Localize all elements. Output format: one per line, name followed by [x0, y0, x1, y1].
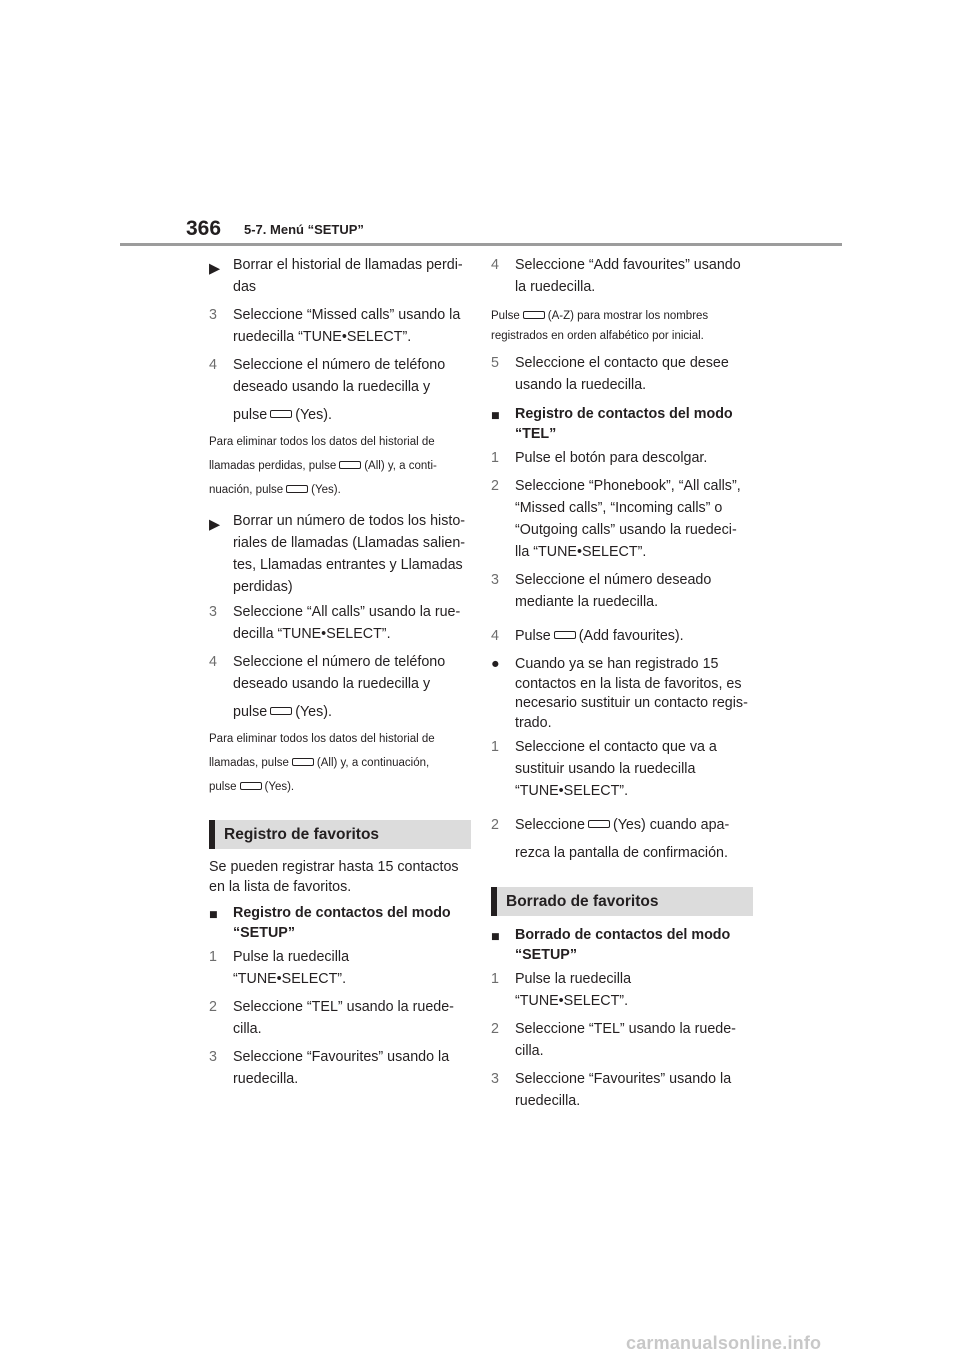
- text-line: tes, Llamadas entrantes y Llamadas: [233, 557, 463, 573]
- text-line: perdidas): [233, 579, 293, 595]
- text: (All) y, a conti-: [364, 460, 437, 472]
- step-number: 1: [209, 949, 217, 965]
- text-line: deseado usando la ruedecilla y: [233, 676, 431, 692]
- step-number: 1: [491, 971, 499, 987]
- text-line: “TUNE•SELECT”.: [233, 971, 347, 987]
- button-icon: [588, 820, 610, 828]
- button-icon: [286, 485, 308, 493]
- text: Pulse: [491, 310, 520, 322]
- note-line: registrados en orden alfabético por inicial.: [491, 330, 704, 342]
- text: Borrado de contactos del modo “SETUP”: [515, 927, 731, 963]
- text: pulse: [209, 781, 237, 793]
- text: (Yes).: [264, 781, 295, 793]
- text-line: Pulse la ruedecilla: [233, 949, 350, 965]
- intro-text: Se pueden registrar hasta 15 contactos en la lista de favoritos.: [209, 859, 459, 895]
- text-line: la ruedecilla.: [515, 279, 596, 295]
- step: [209, 996, 471, 1040]
- step-number: 1: [491, 739, 499, 755]
- triangle-bullet-icon: ▶: [209, 261, 220, 277]
- step: [491, 1018, 753, 1062]
- step-number: 2: [491, 1021, 499, 1037]
- text: (Yes).: [295, 704, 333, 720]
- page-number: 366: [186, 217, 222, 240]
- section-title: 5-7. Menú “SETUP”: [244, 222, 364, 237]
- step-number: 4: [491, 257, 499, 273]
- step: [209, 1046, 471, 1090]
- text-line: Seleccione “Phonebook”, “All calls”,: [515, 478, 741, 494]
- text-line: Seleccione el número de teléfono: [233, 357, 446, 373]
- text-line: Seleccione “TEL” usando la ruede-: [233, 999, 454, 1015]
- button-icon: [270, 707, 292, 715]
- text-line: usando la ruedecilla.: [515, 377, 647, 393]
- text-line: “Missed calls”, “Incoming calls” o: [515, 500, 723, 516]
- text: Registro de contactos del modo “TEL”: [515, 406, 733, 442]
- note-line: [491, 306, 753, 326]
- text: (A-Z) para mostrar los nombres: [547, 310, 709, 322]
- button-icon: [523, 311, 545, 319]
- text-line: cilla.: [515, 1043, 544, 1059]
- text-line: Borrar el historial de llamadas perdi-: [233, 257, 463, 273]
- step: [209, 304, 471, 348]
- step: [491, 1068, 753, 1112]
- step: [491, 736, 753, 802]
- text-line: Seleccione “Missed calls” usando la: [233, 307, 461, 323]
- text-line: das: [233, 279, 257, 295]
- note-line: [209, 454, 471, 478]
- text-line: rezca la pantalla de confirmación.: [515, 845, 728, 861]
- step: [491, 254, 753, 298]
- note: [209, 727, 471, 799]
- text-line: Seleccione “Favourites” usando la: [515, 1071, 732, 1087]
- step-number: 3: [209, 1049, 217, 1065]
- note: [209, 430, 471, 502]
- text: Pulse: [515, 628, 551, 644]
- button-icon: [292, 758, 314, 766]
- step: [491, 475, 753, 563]
- step-number: 3: [209, 604, 217, 620]
- text-line: ruedecilla.: [515, 1093, 581, 1109]
- text-line: [515, 625, 753, 647]
- text: (Add favourites).: [578, 628, 684, 644]
- topic-delete-missed: [209, 254, 471, 298]
- step: [491, 814, 753, 864]
- watermark: carmanualsonline.info: [626, 1333, 822, 1353]
- button-icon: [554, 631, 576, 639]
- note-line: [209, 751, 471, 775]
- step-number: 4: [491, 628, 499, 644]
- step-number: 3: [491, 572, 499, 588]
- text-line: lla “TUNE•SELECT”.: [515, 544, 647, 560]
- text-line: cilla.: [233, 1021, 262, 1037]
- text: Cuando ya se han registrado 15 contactos en la lista de favoritos, es necesario sustituir un contacto regis- trado.: [515, 656, 748, 731]
- left-column: [209, 254, 471, 1090]
- subheading: [209, 903, 471, 943]
- step-number: 5: [491, 355, 499, 371]
- subheading: [491, 925, 753, 965]
- step: [209, 354, 471, 426]
- button-icon: [339, 461, 361, 469]
- square-bullet-icon: ■: [491, 929, 500, 945]
- note-line: [209, 775, 471, 799]
- step-number: 4: [209, 654, 217, 670]
- text-line: Seleccione “TEL” usando la ruede-: [515, 1021, 736, 1037]
- text-line: “TUNE•SELECT”.: [515, 993, 629, 1009]
- text-line: [233, 404, 471, 426]
- text-line: [515, 814, 753, 836]
- text-line: Seleccione “Favourites” usando la: [233, 1049, 450, 1065]
- button-icon: [240, 782, 262, 790]
- text-line: decilla “TUNE•SELECT”.: [233, 626, 391, 642]
- step: [209, 651, 471, 723]
- step: [209, 601, 471, 645]
- topic-delete-all: [209, 510, 471, 598]
- step-number: 3: [491, 1071, 499, 1087]
- text-line: Pulse la ruedecilla: [515, 971, 632, 987]
- text-line: riales de llamadas (Llamadas salien-: [233, 535, 466, 551]
- section-heading-favorites: Registro de favoritos: [209, 820, 471, 849]
- step-number: 2: [209, 999, 217, 1015]
- note-line: Para eliminar todos los datos del historial de: [209, 733, 435, 745]
- text-line: ruedecilla.: [233, 1071, 299, 1087]
- button-icon: [270, 410, 292, 418]
- step: [491, 569, 753, 613]
- text-line: Seleccione “All calls” usando la rue-: [233, 604, 461, 620]
- text: (All) y, a continuación,: [316, 757, 430, 769]
- text-line: Seleccione el contacto que va a: [515, 739, 717, 755]
- section-heading-delete-favorites: Borrado de favoritos: [491, 887, 753, 916]
- step: [209, 946, 471, 990]
- text: (Yes).: [295, 407, 333, 423]
- text-line: Seleccione el contacto que desee: [515, 355, 729, 371]
- subheading: [491, 404, 753, 444]
- text-line: mediante la ruedecilla.: [515, 594, 659, 610]
- step-number: 2: [491, 817, 499, 833]
- text: pulse: [233, 704, 268, 720]
- text-line: [233, 701, 471, 723]
- header-rule: [120, 243, 842, 246]
- text-line: Borrar un número de todos los histo-: [233, 513, 466, 529]
- text-line: Seleccione “Add favourites” usando: [515, 257, 741, 273]
- step-number: 4: [209, 357, 217, 373]
- square-bullet-icon: ■: [491, 408, 500, 424]
- text-line: Seleccione el número deseado: [515, 572, 712, 588]
- text: pulse: [233, 407, 268, 423]
- text-line: sustituir usando la ruedecilla: [515, 761, 696, 777]
- step-number: 2: [491, 478, 499, 494]
- dot-bullet-icon: ●: [491, 656, 500, 672]
- text: llamadas perdidas, pulse: [209, 460, 337, 472]
- step: [491, 447, 753, 469]
- text-line: ruedecilla “TUNE•SELECT”.: [233, 329, 412, 345]
- text-line: Pulse el botón para descolgar.: [515, 450, 708, 466]
- step-number: 1: [491, 450, 499, 466]
- text: Registro de contactos del modo “SETUP”: [233, 905, 451, 941]
- step: [491, 968, 753, 1012]
- note-line: Para eliminar todos los datos del historial de: [209, 436, 435, 448]
- triangle-bullet-icon: ▶: [209, 517, 220, 533]
- text-line: deseado usando la ruedecilla y: [233, 379, 431, 395]
- text-line: Seleccione el número de teléfono: [233, 654, 446, 670]
- text-line: “TUNE•SELECT”.: [515, 783, 629, 799]
- text: llamadas, pulse: [209, 757, 289, 769]
- text: (Yes).: [311, 484, 341, 496]
- right-column: [491, 254, 753, 1112]
- text-line: “Outgoing calls” usando la ruedeci-: [515, 522, 737, 538]
- step: [491, 352, 753, 396]
- note-line: [209, 478, 471, 502]
- text: (Yes) cuando apa-: [612, 817, 730, 833]
- text: nuación, pulse: [209, 484, 284, 496]
- bullet-note: [491, 655, 753, 733]
- text: Seleccione: [515, 817, 585, 833]
- note: [491, 306, 753, 346]
- step: [491, 625, 753, 647]
- step-number: 3: [209, 307, 217, 323]
- square-bullet-icon: ■: [209, 907, 218, 923]
